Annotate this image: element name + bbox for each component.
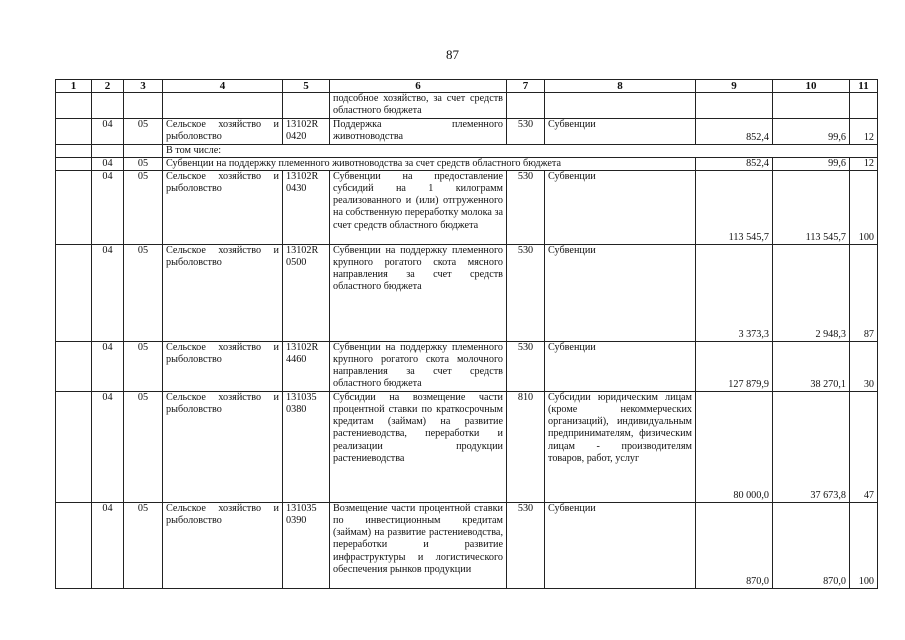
- expense-type-code: 530: [507, 245, 545, 342]
- executed-amount: 99,6: [773, 158, 850, 171]
- target-article-code: 13102R 0430: [283, 171, 330, 245]
- planned-amount: 3 373,3: [696, 245, 773, 342]
- expense-type-name: Субвенции: [545, 245, 696, 342]
- table-cell: [56, 145, 92, 158]
- planned-amount: 852,4: [696, 158, 773, 171]
- table-cell: [507, 93, 545, 119]
- table-row: [56, 342, 878, 392]
- section-name: Сельское хозяйство и рыболовство: [163, 342, 283, 392]
- column-number-row: [56, 80, 878, 93]
- table-row: [56, 93, 878, 119]
- table-cell: [56, 503, 92, 589]
- subsection-code: 05: [124, 158, 163, 171]
- table-cell: [773, 93, 850, 119]
- column-header: 5: [283, 80, 330, 93]
- expense-type-code: 530: [507, 171, 545, 245]
- table-cell: [56, 342, 92, 392]
- column-header: 9: [696, 80, 773, 93]
- page-number: 87: [446, 47, 459, 62]
- table-cell: [124, 145, 163, 158]
- execution-percent: 47: [850, 392, 878, 503]
- section-code: 04: [92, 119, 124, 145]
- executed-amount: 870,0: [773, 503, 850, 589]
- table-cell: [56, 119, 92, 145]
- expense-type-name: Субсидии юридическим лицам (кроме некоммерческих организаций), индивидуальным предпринимателям, физическим лицам - производителям товаров, работ, услуг: [545, 392, 696, 503]
- column-header: 4: [163, 80, 283, 93]
- section-code: 04: [92, 342, 124, 392]
- planned-amount: 127 879,9: [696, 342, 773, 392]
- column-header: 3: [124, 80, 163, 93]
- table-cell: [92, 93, 124, 119]
- table-cell: [124, 93, 163, 119]
- section-code: 04: [92, 392, 124, 503]
- table-row: [56, 392, 878, 503]
- section-code: 04: [92, 171, 124, 245]
- section-code: 04: [92, 158, 124, 171]
- table-cell: [56, 245, 92, 342]
- expense-type-name: Субвенции: [545, 342, 696, 392]
- executed-amount: 37 673,8: [773, 392, 850, 503]
- section-name: Сельское хозяйство и рыболовство: [163, 503, 283, 589]
- column-header: 7: [507, 80, 545, 93]
- expense-type-code: 810: [507, 392, 545, 503]
- section-code: 04: [92, 245, 124, 342]
- table-cell: [56, 171, 92, 245]
- planned-amount: 80 000,0: [696, 392, 773, 503]
- subsection-code: 05: [124, 119, 163, 145]
- expense-type-name: Субвенции: [545, 119, 696, 145]
- section-name: Сельское хозяйство и рыболовство: [163, 245, 283, 342]
- planned-amount: 852,4: [696, 119, 773, 145]
- target-article-code: 13102R 0420: [283, 119, 330, 145]
- column-header: 8: [545, 80, 696, 93]
- expense-type-code: 530: [507, 342, 545, 392]
- execution-percent: 87: [850, 245, 878, 342]
- expense-type-name: Субвенции: [545, 503, 696, 589]
- column-header: 1: [56, 80, 92, 93]
- purpose-cell: подсобное хозяйство, за счет средств областного бюджета: [330, 93, 507, 119]
- table-cell: [545, 93, 696, 119]
- execution-percent: 30: [850, 342, 878, 392]
- table-cell: [696, 93, 773, 119]
- table-cell: [56, 93, 92, 119]
- subsection-code: 05: [124, 245, 163, 342]
- subsection-code: 05: [124, 171, 163, 245]
- table-cell: [850, 93, 878, 119]
- budget-table: [55, 79, 878, 589]
- expense-type-code: 530: [507, 503, 545, 589]
- table-cell: [283, 93, 330, 119]
- subsection-code: 05: [124, 342, 163, 392]
- table-row: [56, 145, 878, 158]
- table-cell: [163, 93, 283, 119]
- table-row: [56, 158, 878, 171]
- target-article-code: 13102R 4460: [283, 342, 330, 392]
- table-row: [56, 245, 878, 342]
- table-cell: [56, 392, 92, 503]
- table-cell: [92, 145, 124, 158]
- target-article-code: 13102R 0500: [283, 245, 330, 342]
- execution-percent: 100: [850, 503, 878, 589]
- table-cell: [56, 158, 92, 171]
- planned-amount: 870,0: [696, 503, 773, 589]
- section-name: Сельское хозяйство и рыболовство: [163, 392, 283, 503]
- section-name: Сельское хозяйство и рыболовство: [163, 171, 283, 245]
- execution-percent: 100: [850, 171, 878, 245]
- purpose-cell: Поддержка племенного животноводства: [330, 119, 507, 145]
- executed-amount: 113 545,7: [773, 171, 850, 245]
- executed-amount: 2 948,3: [773, 245, 850, 342]
- column-header: 6: [330, 80, 507, 93]
- section-code: 04: [92, 503, 124, 589]
- executed-amount: 38 270,1: [773, 342, 850, 392]
- purpose-cell: Субвенции на поддержку племенного крупного рогатого скота мясного направления за счет средств областного бюджета: [330, 245, 507, 342]
- subsidy-description: Субвенции на поддержку племенного животноводства за счет средств областного бюджета: [163, 158, 696, 171]
- table-row: [56, 119, 878, 145]
- purpose-cell: Субвенции на предоставление субсидий на 1 килограмм реализованного и (или) отгруженного на собственную переработку молока за счет средств областного бюджета: [330, 171, 507, 245]
- target-article-code: 131035 0390: [283, 503, 330, 589]
- purpose-cell: Субвенции на поддержку племенного крупного рогатого скота молочного направления за счет средств областного бюджета: [330, 342, 507, 392]
- including-note: В том числе:: [163, 145, 878, 158]
- purpose-cell: Субсидии на возмещение части процентной ставки по краткосрочным кредитам (займам) на развитие растениеводства, переработки и реализации продукции растениеводства: [330, 392, 507, 503]
- expense-type-code: 530: [507, 119, 545, 145]
- table-row: [56, 171, 878, 245]
- subsection-code: 05: [124, 392, 163, 503]
- executed-amount: 99,6: [773, 119, 850, 145]
- subsection-code: 05: [124, 503, 163, 589]
- purpose-cell: Возмещение части процентной ставки по инвестиционным кредитам (займам) на развитие растениеводства, переработки и развитие инфраструктуры и логистического обеспечения рынков продукции: [330, 503, 507, 589]
- section-name: Сельское хозяйство и рыболовство: [163, 119, 283, 145]
- execution-percent: 12: [850, 119, 878, 145]
- target-article-code: 131035 0380: [283, 392, 330, 503]
- column-header: 10: [773, 80, 850, 93]
- execution-percent: 12: [850, 158, 878, 171]
- table-row: [56, 503, 878, 589]
- column-header: 11: [850, 80, 878, 93]
- expense-type-name: Субвенции: [545, 171, 696, 245]
- column-header: 2: [92, 80, 124, 93]
- planned-amount: 113 545,7: [696, 171, 773, 245]
